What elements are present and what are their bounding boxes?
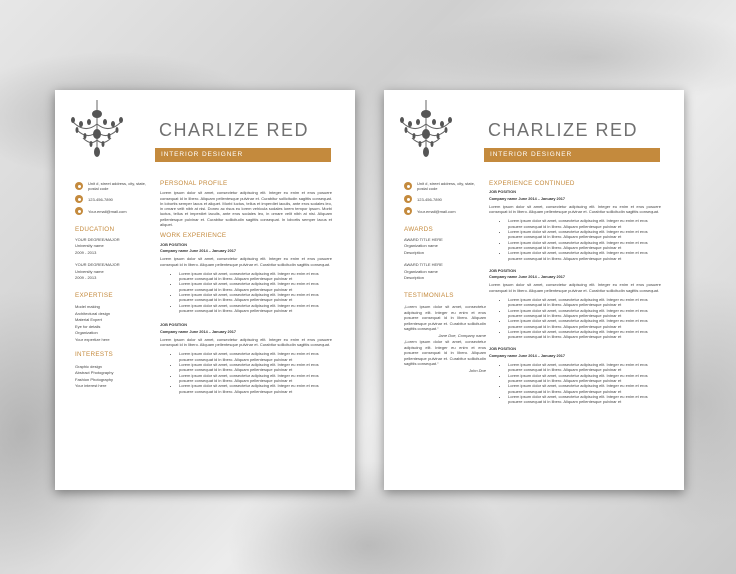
job-bullets [489, 218, 661, 260]
list-item: • Lorem ipsum dolor sit amet, consectetur adipiscing elit. Integer eu enim et eros posuere consequat id in libero. Aliquam pellentesque pulvinar et [508, 329, 661, 340]
location-pin-icon [75, 182, 83, 190]
job-company: Company name June 2014 – January 2017 [489, 196, 565, 201]
right-column [160, 181, 332, 399]
job-bullets [160, 351, 332, 393]
title-band [484, 148, 660, 162]
job-company: Company name June 2014 – January 2017 [489, 353, 565, 358]
job-title: INTERIOR DESIGNER [161, 151, 244, 158]
list-item: • Lorem ipsum dolor sit amet, consectetur adipiscing elit. Integer eu enim et eros posuere consequat id in libero. Aliquam pellentesque pulvinar et [179, 383, 332, 394]
location-pin-icon [404, 182, 412, 190]
edu-degree: YOUR DEGREE/MAJOR [75, 236, 120, 242]
left-column [75, 181, 157, 390]
award-desc: Description [404, 275, 425, 280]
job-description: Lorem ipsum dolor sit amet, consectetur adipiscing elit. Integer eu enim et eros posuere consequat id in libero. Aliquam pellentesque pulvinar et. Curabitur sollicitudin sagittis consequat. [160, 256, 332, 267]
interest-item: Fashion Photography [75, 376, 114, 382]
job-description: Lorem ipsum dolor sit amet, consectetur adipiscing elit. Integer eu enim et eros posuere consequat id in libero. Aliquam pellentesque pulvinar et. Curabitur sollicitudin sagittis consequat. [489, 203, 661, 215]
list-item: • Lorem ipsum dolor sit amet, consectetur adipiscing elit. Integer eu enim et eros posuere consequat id in libero. Aliquam pellentesque pulvinar et [179, 303, 332, 314]
award-title: AWARD TITLE HERE [404, 262, 443, 267]
awards-heading: AWARDS [404, 226, 433, 233]
job-position: JOB POSITION [160, 242, 188, 247]
contact-email: Your.email@mail.com [404, 207, 486, 215]
experience-continued-heading: EXPERIENCE CONTINUED [489, 180, 575, 187]
list-item: • Lorem ipsum dolor sit amet, consectetur adipiscing elit. Integer eu enim et eros posuere consequat id in libero. Aliquam pellentesque pulvinar et [179, 373, 332, 384]
testimonial-author: Jane Doe, Company name [438, 332, 486, 338]
testimonial-quote: „Lorem ipsum dolor sit amet, consectetur adipiscing elit. Integer eu enim et eros posuere consequat id in libero. Aliquam pellentesque pulvinar et. Curabitur sollicitudin sagittis consequat.“ [404, 304, 486, 331]
job-company: Company name June 2014 – January 2017 [489, 275, 565, 280]
left-column [404, 181, 486, 374]
testimonials-heading: TESTIMONIALS [404, 291, 454, 299]
job-position: JOB POSITION [489, 190, 517, 195]
expertise-item: Eye for details [75, 323, 101, 329]
resume-page-1 [55, 90, 355, 490]
list-item: • Lorem ipsum dolor sit amet, consectetur adipiscing elit. Integer eu enim et eros posuere consequat id in libero. Aliquam pellentesque pulvinar et [508, 240, 661, 251]
job-bullets [489, 297, 661, 339]
job-description: Lorem ipsum dolor sit amet, consectetur adipiscing elit. Integer eu enim et eros posuere consequat id in libero. Aliquam pellentesque pulvinar et. Curabitur sollicitudin sagittis consequat. [160, 336, 332, 348]
expertise-item: Model making [75, 304, 100, 309]
expertise-item: Architectural design [75, 310, 111, 316]
job-bullets [489, 362, 661, 404]
list-item: • Lorem ipsum dolor sit amet, consectetur adipiscing elit. Integer eu enim et eros posuere consequat id in libero. Aliquam pellentesque pulvinar et [179, 271, 332, 282]
award-org: Organization name [404, 243, 438, 248]
job-company: Company name June 2014 – January 2017 [160, 329, 236, 334]
contact-address: Unit #, street address, city, state, postal code [75, 181, 157, 191]
interests-heading: INTERESTS [75, 351, 114, 358]
job-title: INTERIOR DESIGNER [490, 151, 573, 158]
list-item: • Lorem ipsum dolor sit amet, consectetur adipiscing elit. Integer eu enim et eros posuere consequat id in libero. Aliquam pellentesque pulvinar et [508, 383, 661, 394]
email-icon [404, 207, 412, 215]
edu-school: University name [75, 243, 104, 248]
edu-degree: YOUR DEGREE/MAJOR [75, 262, 120, 267]
chandelier-logo-icon [65, 100, 129, 158]
interest-item: Graphic design [75, 363, 102, 369]
chandelier-logo-icon [394, 100, 458, 158]
profile-text: Lorem ipsum dolor sit amet, consectetur adipiscing elit. Integer eu enim et eros posuere consequat id in libero. Aliquam pellentesque pulvinar et. Curabitur sollicitudin sagittis consequat. In lobortis semper lacus et aliquet. Morbi luctus, tellus et imperdiet iaculis, ante eros sodales leo, in ornare velit nibh at nisi. Donec ac risus eu lorem vehicula sodales lorem tempor ipsum. Morbi luctus, tellus et imperdiet iaculis, ante eros sodales leo, in ornare velit nibh at nisi. Aliquam pellentesque pulvinar et. Curabitur sollicitudin sagittis consequat. In lobortis semper lacus et aliquet. [160, 190, 332, 228]
list-item: • Lorem ipsum dolor sit amet, consectetur adipiscing elit. Integer eu enim et eros posuere consequat id in libero. Aliquam pellentesque pulvinar et [179, 292, 332, 303]
expertise-item: Organization [75, 330, 98, 335]
profile-heading: PERSONAL PROFILE [160, 180, 228, 187]
list-item: • Lorem ipsum dolor sit amet, consectetur adipiscing elit. Integer eu enim et eros posuere consequat id in libero. Aliquam pellentesque pulvinar et [508, 318, 661, 329]
job-description: Lorem ipsum dolor sit amet, consectetur adipiscing elit. Integer eu enim et eros posuere consequat id in libero. Aliquam pellentesque pulvinar et. Curabitur sollicitudin sagittis consequat. [489, 282, 661, 293]
work-heading: WORK EXPERIENCE [160, 232, 227, 240]
contact-address: Unit #, street address, city, state, postal code [404, 181, 486, 191]
list-item: • Lorem ipsum dolor sit amet, consectetur adipiscing elit. Integer eu enim et eros posuere consequat id in libero. Aliquam pellentesque pulvinar et [179, 351, 332, 362]
job-company: Company name June 2014 – January 2017 [160, 248, 236, 253]
list-item: • Lorem ipsum dolor sit amet, consectetur adipiscing elit. Integer eu enim et eros posuere consequat id in libero. Aliquam pellentesque pulvinar et [508, 362, 661, 373]
list-item: • Lorem ipsum dolor sit amet, consectetur adipiscing elit. Integer eu enim et eros posuere consequat id in libero. Aliquam pellentesque pulvinar et [508, 308, 661, 319]
list-item: • Lorem ipsum dolor sit amet, consectetur adipiscing elit. Integer eu enim et eros posuere consequat id in libero. Aliquam pellentesque pulvinar et [508, 229, 661, 240]
interest-item: Your interest here [75, 383, 107, 388]
expertise-item: Your expertize here [75, 336, 110, 342]
list-item: • Lorem ipsum dolor sit amet, consectetur adipiscing elit. Integer eu enim et eros posuere consequat id in libero. Aliquam pellentesque pulvinar et [508, 218, 661, 229]
testimonial-quote: „Lorem ipsum dolor sit amet, consectetur adipiscing elit. Integer eu enim et eros posuere consequat id in libero. Aliquam pellentesque pulvinar et. Curabitur sollicitudin sagittis consequat.“ [404, 339, 486, 366]
resume-page-2 [384, 90, 684, 490]
list-item: • Lorem ipsum dolor sit amet, consectetur adipiscing elit. Integer eu enim et eros posuere consequat id in libero. Aliquam pellentesque pulvinar et [179, 362, 332, 373]
list-item: • Lorem ipsum dolor sit amet, consectetur adipiscing elit. Integer eu enim et eros posuere consequat id in libero. Aliquam pellentesque pulvinar et [508, 250, 661, 261]
title-band [155, 148, 331, 162]
email-icon [75, 207, 83, 215]
job-bullets [160, 271, 332, 313]
award-title: AWARD TITLE HERE [404, 236, 443, 242]
contact-email: Your.email@mail.com [75, 207, 157, 215]
expertise-item: Material Expert [75, 317, 102, 322]
contact-phone: 123-456-7890 [75, 195, 157, 203]
contact-phone: 123-456-7890 [404, 195, 486, 203]
resume-name: CHARLIZE RED [159, 120, 310, 140]
list-item: • Lorem ipsum dolor sit amet, consectetur adipiscing elit. Integer eu enim et eros posuere consequat id in libero. Aliquam pellentesque pulvinar et [508, 394, 661, 405]
list-item: • Lorem ipsum dolor sit amet, consectetur adipiscing elit. Integer eu enim et eros posuere consequat id in libero. Aliquam pellentesque pulvinar et [508, 373, 661, 384]
edu-school: University name [75, 268, 104, 274]
phone-icon [404, 195, 412, 203]
resume-name: CHARLIZE RED [488, 120, 639, 140]
education-heading: EDUCATION [75, 226, 115, 233]
award-org: Organization name [404, 268, 438, 274]
list-item: • Lorem ipsum dolor sit amet, consectetur adipiscing elit. Integer eu enim et eros posuere consequat id in libero. Aliquam pellentesque pulvinar et [179, 281, 332, 292]
right-column [489, 181, 661, 409]
interest-item: Abstract Photography [75, 370, 114, 375]
list-item: • Lorem ipsum dolor sit amet, consectetur adipiscing elit. Integer eu enim et eros posuere consequat id in libero. Aliquam pellentesque pulvinar et [508, 297, 661, 308]
testimonial-author: John Doe [468, 367, 486, 373]
job-position: JOB POSITION [160, 323, 188, 328]
expertise-heading: EXPERTISE [75, 291, 113, 299]
phone-icon [75, 195, 83, 203]
edu-years: 2009 - 2013 [75, 275, 97, 280]
award-desc: Description [404, 249, 425, 255]
edu-years: 2009 - 2013 [75, 249, 97, 255]
job-position: JOB POSITION [489, 268, 517, 273]
job-position: JOB POSITION [489, 347, 517, 352]
